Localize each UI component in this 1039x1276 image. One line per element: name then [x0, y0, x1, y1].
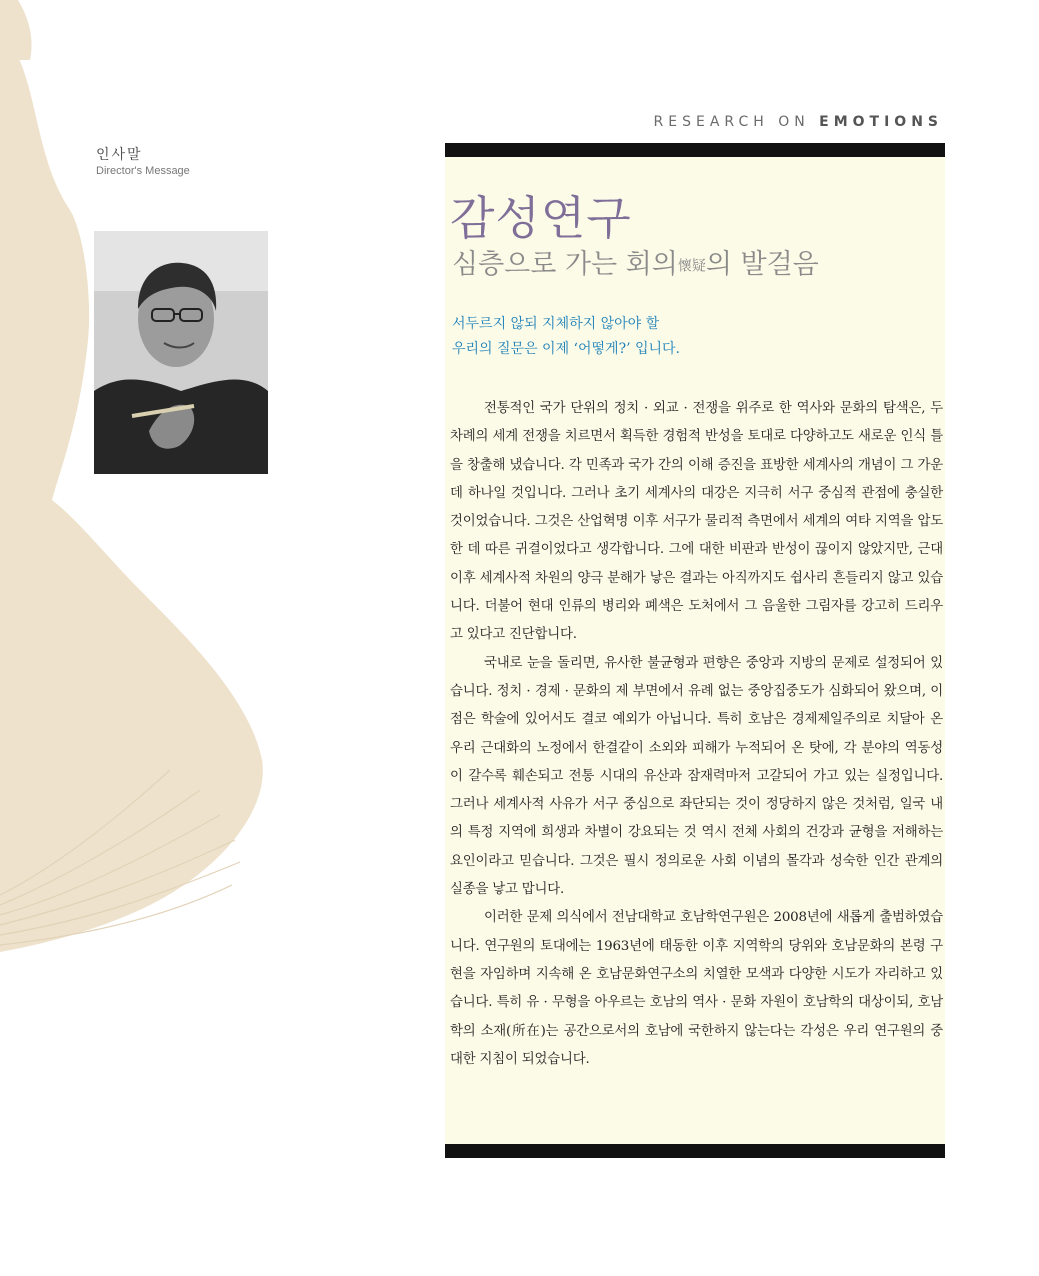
- header-tag: [654, 114, 943, 130]
- body-paragraph: 국내로 눈을 돌리면, 유사한 불균형과 편향은 중앙과 지방의 문제로 설정되어 있습니다. 정치 · 경제 · 문화의 제 부면에서 유례 없는 중앙집중도가 심화되어 왔으며, 이 점은 학술에 있어서도 결코 예외가 아닙니다. 특히 호남은 경제제일주의로 치달아 온 우리 근대화의 노정에서 한결같이 소외와 피해가 누적되어 온 탓에, 각 분야의 역동성이 갈수록 훼손되고 전통 시대의 유산과 잠재력마저 고갈되어 가고 있는 실정입니다. 그러나 세계사적 사유가 서구 중심으로 좌단되는 것이 정당하지 않은 것처럼, 일국 내의 특정 지역에 희생과 차별이 강요되는 것 역시 전체 사회의 건강과 균형을 저해하는 요인이라고 믿습니다. 그것은 필시 정의로운 사회 이념의 몰각과 성숙한 인간 관계의 실종을 낳고 맙니다.: [450, 655, 943, 898]
- subtitle-part-2: 의 발걸음: [705, 249, 819, 280]
- article-body: [450, 395, 943, 1074]
- director-photo: [94, 231, 268, 474]
- subtitle-hanja: 懷疑: [677, 258, 706, 275]
- section-title-korean: 인사말: [96, 147, 143, 163]
- lead-line: 서두르지 않되 지체하지 않아야 할: [452, 316, 660, 332]
- panel-top-bar: [445, 143, 945, 157]
- director-photo-illustration: [94, 231, 268, 474]
- body-paragraph: 전통적인 국가 단위의 정치 · 외교 · 전쟁을 위주로 한 역사와 문화의 탐색은, 두 차례의 세계 전쟁을 치르면서 획득한 경험적 반성을 토대로 다양하고도 새로운 인식 틀을 창출해 냈습니다. 각 민족과 국가 간의 이해 증진을 표방한 세계사의 개념이 그 가운데 하나일 것입니다. 그러나 초기 세계사의 대강은 지극히 서구 중심적 관점에 충실한 것이었습니다. 그것은 산업혁명 이후 서구가 물리적 측면에서 세계의 여타 지역을 압도한 데 따른 귀결이었다고 생각합니다. 그에 대한 비판과 반성이 끊이지 않았지만, 근대 이후 세계사적 차원의 양극 분해가 낳은 결과는 아직까지도 쉽사리 흔들리지 않고 있습니다. 더불어 현대 인류의 병리와 폐색은 도처에서 그 음울한 그림자를 강고히 드리우고 있다고 진단합니다.: [450, 401, 943, 643]
- article-subtitle: [452, 242, 819, 281]
- lead-text: [452, 312, 932, 362]
- subtitle-part-1: 심층으로 가는 회의: [452, 249, 678, 280]
- section-title-english: Director's Message: [96, 165, 190, 177]
- header-tag-bold: EMOTIONS: [819, 114, 943, 130]
- body-paragraph: 이러한 문제 의식에서 전남대학교 호남학연구원은 2008년에 새롭게 출범하였습니다. 연구원의 토대에는 1963년에 태동한 이후 지역학의 당위와 호남문화의 본령 구현을 자임하며 지속해 온 호남문화연구소의 치열한 모색과 다양한 시도가 자리하고 있습니다. 특히 유 · 무형을 아우르는 호남의 역사 · 문화 자원이 호남학의 대상이되, 호남학의 소재(所在)는 공간으로서의 호남에 국한하지 않는다는 각성은 우리 연구원의 중대한 지침이 되었습니다.: [450, 910, 943, 1067]
- panel-bottom-bar: [445, 1144, 945, 1158]
- header-tag-plain: RESEARCH ON: [653, 114, 820, 130]
- article-title: 감성연구: [450, 191, 632, 245]
- lead-line: 우리의 질문은 이제 ‘어떻게?’ 입니다.: [452, 341, 680, 357]
- leaf-decoration: [0, 0, 300, 960]
